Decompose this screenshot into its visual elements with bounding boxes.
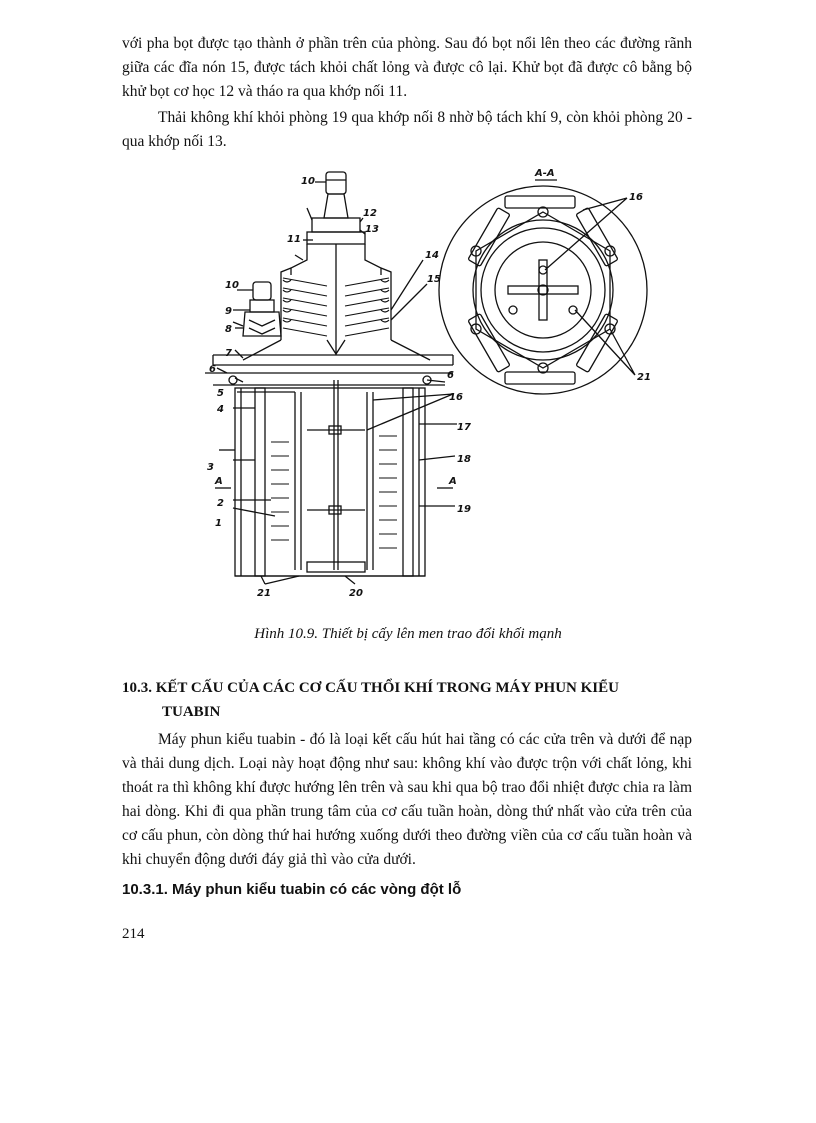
label-7: 7 xyxy=(225,348,232,359)
label-9: 9 xyxy=(225,306,232,317)
label-19: 19 xyxy=(457,504,471,515)
label-10-top: 10 xyxy=(301,176,315,187)
page-number: 214 xyxy=(122,926,145,942)
label-section-a-right: A xyxy=(449,476,457,487)
label-21-bottom: 21 xyxy=(257,588,271,599)
label-11: 11 xyxy=(287,234,301,245)
figure-fermenter-diagram xyxy=(195,160,665,610)
label-14: 14 xyxy=(425,250,439,261)
label-20: 20 xyxy=(349,588,363,599)
label-3: 3 xyxy=(207,462,214,473)
section-heading xyxy=(122,676,692,724)
label-8: 8 xyxy=(225,324,232,335)
label-2: 2 xyxy=(217,498,224,509)
label-13: 13 xyxy=(365,224,379,235)
subsection-heading: 10.3.1. Máy phun kiểu tuabin có các vòng đột lỗ xyxy=(122,881,462,898)
section-heading-line2: TUABIN xyxy=(162,704,221,720)
label-4: 4 xyxy=(217,404,224,415)
paragraph-2: Thải không khí khỏi phòng 19 qua khớp nối 8 nhờ bộ tách khí 9, còn khỏi phòng 20 - qua khớp nối 13. xyxy=(122,109,692,150)
label-21-right: 21 xyxy=(637,372,651,383)
section-heading-line1: 10.3. KẾT CẤU CỦA CÁC CƠ CẤU THỔI KHÍ TRONG MÁY PHUN KIỂU xyxy=(122,680,619,696)
label-section-a-a: A-A xyxy=(535,168,555,179)
figure-caption: Hình 10.9. Thiết bị cấy lên men trao đổi khối mạnh xyxy=(254,626,562,642)
label-section-a-left: A xyxy=(215,476,223,487)
paragraph-1: với pha bọt được tạo thành ở phần trên của phòng. Sau đó bọt nổi lên theo các đường rãnh giữa các đĩa nón 15, được tách khỏi chất lỏng và được cô lại. Khử bọt đã được cô bằng bộ khử bọt cơ học 12 và tháo ra qua khớp nối 11. xyxy=(122,35,692,100)
label-18: 18 xyxy=(457,454,471,465)
label-1: 1 xyxy=(215,518,222,529)
label-6-right: 6 xyxy=(447,370,454,381)
label-12: 12 xyxy=(363,208,377,219)
label-15: 15 xyxy=(427,274,441,285)
label-16-left: 16 xyxy=(449,392,463,403)
cross-section-drawing xyxy=(439,180,647,394)
vertical-section-drawing xyxy=(205,172,457,584)
label-16-right: 16 xyxy=(629,192,643,203)
label-5: 5 xyxy=(217,388,224,399)
label-17: 17 xyxy=(457,422,471,433)
label-6-left: 6 xyxy=(209,364,216,375)
label-10-side: 10 xyxy=(225,280,239,291)
paragraph-3: Máy phun kiểu tuabin - đó là loại kết cấu hút hai tầng có các cửa trên và dưới để nạp và thải dung dịch. Loại này hoạt động như sau: không khí vào được trộn với chất lỏng, khi thoát ra thì không khí được hướng lên trên và sau khi qua bộ trao đổi nhiệt được chia ra làm hai dòng. Khi đi qua phần trung tâm của cơ cấu tuần hoàn, dòng thứ nhất vào cửa trên của cơ cấu phun, còn dòng thứ hai hướng xuống dưới theo đường viền của cơ cấu tuần hoàn và khi chuyển động dưới đáy giả thì vào cửa dưới. xyxy=(122,731,692,868)
